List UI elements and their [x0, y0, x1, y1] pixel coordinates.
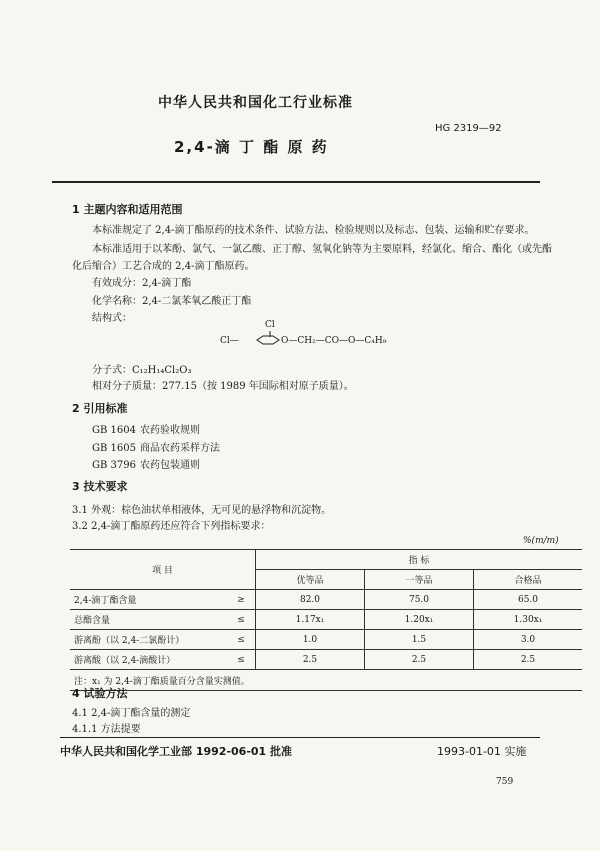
section-1-applicability-line2: 化后缩合）工艺合成的 2,4-滴丁酯原药。: [72, 261, 255, 272]
molecular-formula: C₁₂H₁₄Cl₂O₃: [132, 365, 192, 376]
standard-number: HG 2319—92: [435, 123, 502, 134]
molecular-mass: 相对分子质量：277.15（按 1989 年国际相对原子质量）。: [92, 381, 354, 392]
reference-code: GB 1604: [92, 425, 136, 436]
title-divider: [52, 181, 540, 183]
reference-title: 农药验收规则: [140, 425, 200, 436]
row-value-first: 2.5: [365, 650, 474, 670]
reference-item: [92, 421, 200, 436]
grade-first: 一等品: [365, 570, 474, 590]
section-4-1-1: 4.1.1 方法提要: [72, 724, 141, 735]
row-value-first: 1.5: [365, 630, 474, 650]
reference-title: 农药包装通则: [140, 460, 200, 471]
reference-item: [92, 439, 220, 454]
row-value-superior: 1.17x₁: [256, 610, 365, 630]
structure-label: 结构式：: [92, 313, 132, 324]
molecular-formula-row: [92, 361, 191, 376]
section-3-heading: 3 技术要求: [72, 480, 128, 493]
table-row: [70, 610, 582, 630]
row-value-first: 75.0: [365, 590, 474, 610]
implementation-date: 1993-01-01 实施: [437, 745, 527, 758]
row-item: 游离酚（以 2,4-二氯酚计）: [70, 630, 227, 650]
section-1-applicability-line1: 本标准适用于以苯酚、氯气、一氯乙酸、正丁醇、氢氧化钠等为主要原料，经氯化、缩合、酯化（或先酯: [92, 244, 552, 255]
table-header-row: [70, 550, 582, 570]
table-note: 注：x₁ 为 2,4-滴丁酯质量百分含量实测值。: [70, 670, 582, 691]
row-operator: ≤: [227, 630, 256, 650]
section-4-heading: 4 试验方法: [72, 687, 128, 700]
grade-qualified: 合格品: [474, 570, 583, 590]
reference-item: [92, 456, 200, 471]
structural-formula: [215, 318, 405, 358]
section-2-heading: 2 引用标准: [72, 402, 128, 415]
appearance-requirement: 3.1 外观：棕色油状单相液体，无可见的悬浮物和沉淀物。: [72, 505, 332, 516]
section-1-heading: 1 主题内容和适用范围: [72, 203, 183, 216]
unit-label: %(m/m): [523, 536, 559, 546]
document-title: 2,4-滴 丁 酯 原 药: [174, 138, 329, 156]
row-value-superior: 1.0: [256, 630, 365, 650]
table-row: [70, 590, 582, 610]
reference-title: 商品农药采样方法: [140, 443, 220, 454]
molecular-formula-label: 分子式：: [92, 365, 132, 376]
section-1-scope: 本标准规定了 2,4-滴丁酯原药的技术条件、试验方法、检验规则以及标志、包装、运输和贮存要求。: [92, 225, 535, 236]
structure-side-chain: O—CH₂—CO—O—C₄H₉: [281, 336, 387, 346]
approval-statement: 中华人民共和国化学工业部 1992-06-01 批准: [60, 745, 293, 758]
column-header-item: 项 目: [70, 550, 256, 590]
specification-table: [70, 549, 582, 691]
page-number: 759: [496, 777, 514, 787]
row-operator: ≤: [227, 650, 256, 670]
column-header-index: 指 标: [256, 550, 583, 570]
row-item: 总酯含量: [70, 610, 227, 630]
structure-cl-left: Cl—: [220, 336, 239, 346]
row-value-qualified: 1.30x₁: [474, 610, 583, 630]
row-item: 游离酸（以 2,4-滴酸计）: [70, 650, 227, 670]
index-requirement: 3.2 2,4-滴丁酯原药还应符合下列指标要求：: [72, 521, 271, 532]
structure-cl-top: Cl: [265, 320, 275, 330]
row-operator: ≤: [227, 610, 256, 630]
row-item: 2,4-滴丁酯含量: [70, 590, 227, 610]
reference-code: GB 1605: [92, 443, 136, 454]
footer-divider: [60, 737, 540, 738]
row-value-first: 1.20x₁: [365, 610, 474, 630]
grade-superior: 优等品: [256, 570, 365, 590]
chemical-name: 化学名称：2,4-二氯苯氧乙酸正丁酯: [92, 296, 252, 307]
active-ingredient: 有效成分：2,4-滴丁酯: [92, 278, 192, 289]
row-value-qualified: 3.0: [474, 630, 583, 650]
row-value-qualified: 65.0: [474, 590, 583, 610]
table-row: [70, 650, 582, 670]
section-4-1: 4.1 2,4-滴丁酯含量的测定: [72, 708, 191, 719]
reference-code: GB 3796: [92, 460, 136, 471]
issuing-body: 中华人民共和国化工行业标准: [158, 95, 353, 111]
table-row: [70, 630, 582, 650]
row-value-superior: 2.5: [256, 650, 365, 670]
table-note-row: [70, 670, 582, 691]
row-value-superior: 82.0: [256, 590, 365, 610]
row-value-qualified: 2.5: [474, 650, 583, 670]
row-operator: ≥: [227, 590, 256, 610]
